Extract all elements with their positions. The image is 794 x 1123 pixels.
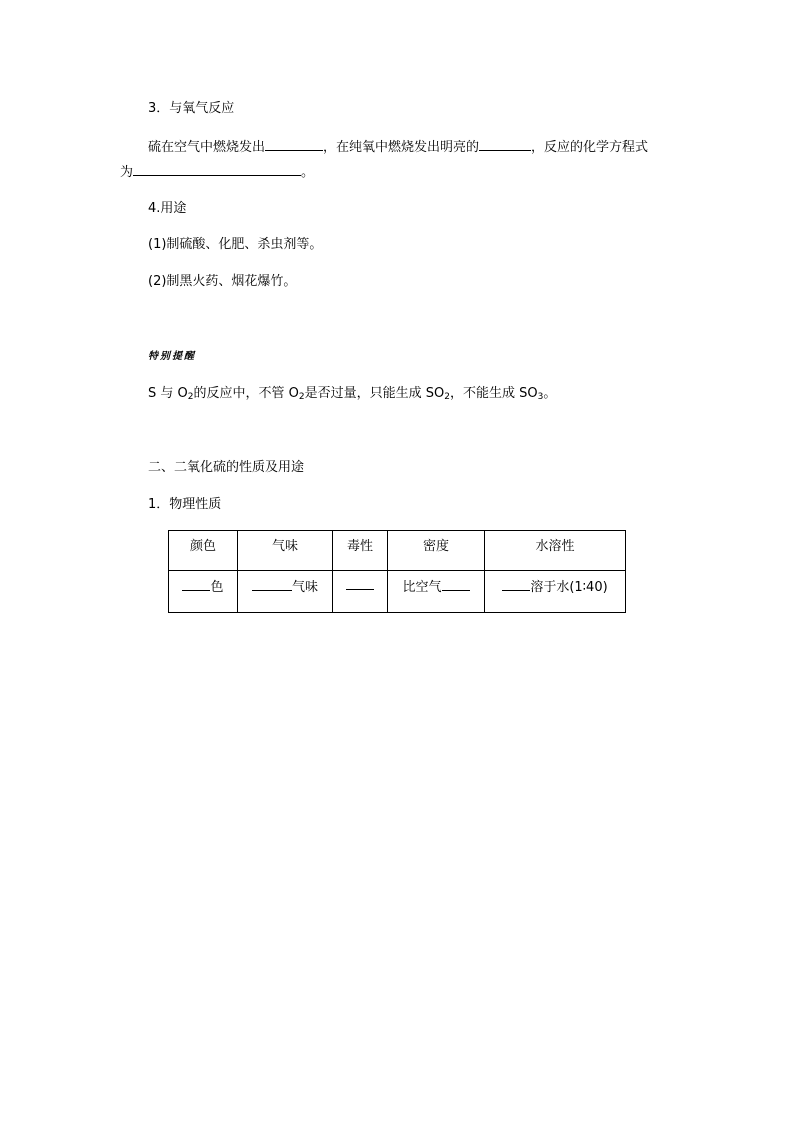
text-segment: 硫在空气中燃烧发出 xyxy=(148,140,266,155)
section3-heading: 3．与氧气反应 xyxy=(148,101,235,116)
table-cell xyxy=(485,571,626,613)
physical-properties-table xyxy=(168,530,626,613)
cell-text: 色 xyxy=(210,580,224,595)
fill-blank xyxy=(479,137,531,151)
section4-item1: (1)制硫酸、化肥、杀虫剂等。 xyxy=(148,237,323,252)
text-segment: 。 xyxy=(543,386,557,401)
header-cell: 密度 xyxy=(388,531,485,571)
fill-blank xyxy=(502,577,530,591)
section-two-sub1: 1．物理性质 xyxy=(148,497,222,512)
table-cell xyxy=(169,571,238,613)
section-two-heading: 二、二氧化硫的性质及用途 xyxy=(148,460,305,475)
cell-text: 溶于水(1∶40) xyxy=(530,580,608,595)
subscript: 2 xyxy=(187,392,194,402)
fill-blank xyxy=(182,577,210,591)
fill-blank xyxy=(133,162,301,176)
header-cell: 水溶性 xyxy=(485,531,626,571)
subscript: 2 xyxy=(298,392,305,402)
section3-line2 xyxy=(120,162,314,182)
header-cell: 毒性 xyxy=(333,531,388,571)
table-row xyxy=(169,571,626,613)
text-segment: S 与 O xyxy=(148,386,188,401)
fill-blank xyxy=(265,137,323,151)
text-segment: ，不能生成 SO xyxy=(449,386,538,401)
fill-blank xyxy=(346,576,374,590)
cell-text: 气味 xyxy=(291,580,318,595)
tip-title: 特别提醒 xyxy=(148,351,196,362)
tip-text xyxy=(148,385,556,403)
header-cell: 颜色 xyxy=(169,531,238,571)
header-cell: 气味 xyxy=(238,531,333,571)
text-segment: 。 xyxy=(301,165,315,180)
table-cell xyxy=(388,571,485,613)
subscript: 3 xyxy=(537,392,544,402)
table-header-row xyxy=(169,531,626,571)
text-segment: 为 xyxy=(120,165,134,180)
section4-item2: (2)制黑火药、烟花爆竹。 xyxy=(148,274,297,289)
table-cell xyxy=(238,571,333,613)
cell-text: 比空气 xyxy=(402,580,442,595)
section3-line1 xyxy=(148,137,648,157)
text-segment: ，反应的化学方程式 xyxy=(531,140,649,155)
text-segment: 是否过量，只能生成 SO xyxy=(304,386,445,401)
section4-heading: 4.用途 xyxy=(148,201,187,216)
fill-blank xyxy=(252,577,292,591)
text-segment: 的反应中，不管 O xyxy=(193,386,299,401)
table-cell xyxy=(333,571,388,613)
fill-blank xyxy=(442,577,470,591)
subscript: 2 xyxy=(444,392,450,402)
text-segment: ，在纯氧中燃烧发出明亮的 xyxy=(323,140,480,155)
